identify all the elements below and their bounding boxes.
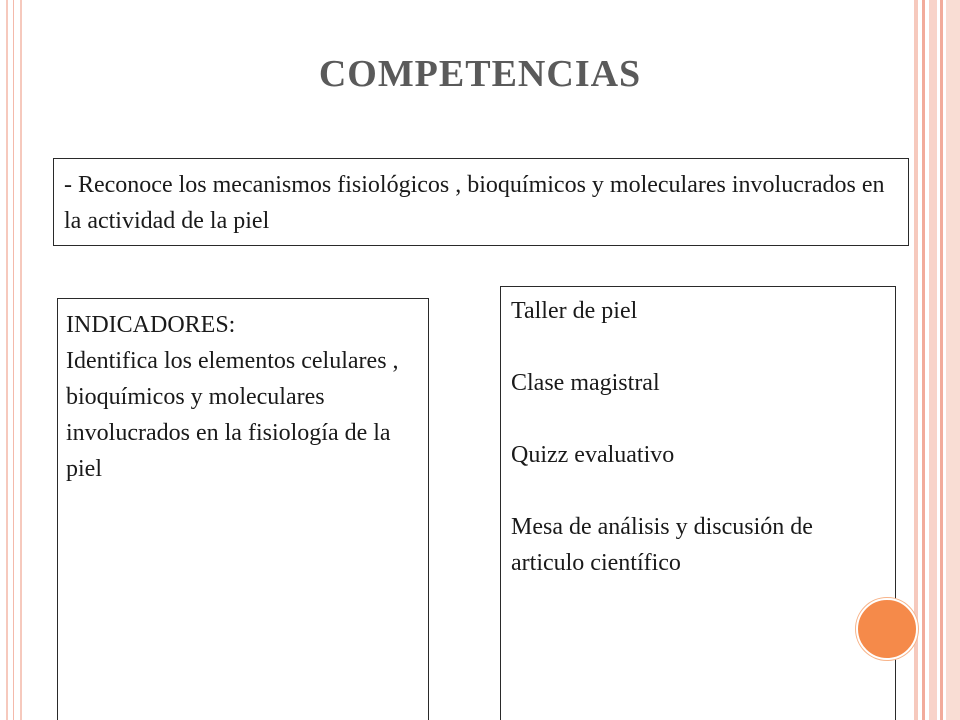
slide-title: COMPETENCIAS [318, 53, 642, 95]
indicadores-box [57, 298, 429, 720]
indicadores-text: Identifica los elementos celulares , bioquímicos y moleculares involucrados en la fisiología de la piel [66, 348, 399, 482]
right-edge-stripe [929, 0, 937, 720]
right-edge-stripe [914, 0, 918, 720]
left-edge-decoration [0, 0, 28, 720]
actividades-box [500, 286, 896, 720]
right-edge-stripe [946, 0, 960, 720]
competencia-box [53, 158, 909, 246]
right-edge-stripe [940, 0, 943, 720]
left-edge-line [13, 0, 14, 720]
left-edge-line [6, 0, 8, 720]
actividad-item-mesa: Mesa de análisis y discusión de articulo científico [511, 514, 813, 576]
competencia-text: - Reconoce los mecanismos fisiológicos , bioquímicos y moleculares involucrados en la actividad de la piel [64, 172, 885, 234]
right-edge-stripe [922, 0, 925, 720]
right-edge-decoration [914, 0, 960, 720]
actividad-item-quizz: Quizz evaluativo [511, 442, 675, 468]
orange-circle-decoration [856, 598, 918, 660]
actividad-item-taller: Taller de piel [511, 298, 638, 324]
actividad-item-clase: Clase magistral [511, 370, 660, 396]
left-edge-line [20, 0, 22, 720]
indicadores-heading: INDICADORES: [66, 312, 236, 338]
